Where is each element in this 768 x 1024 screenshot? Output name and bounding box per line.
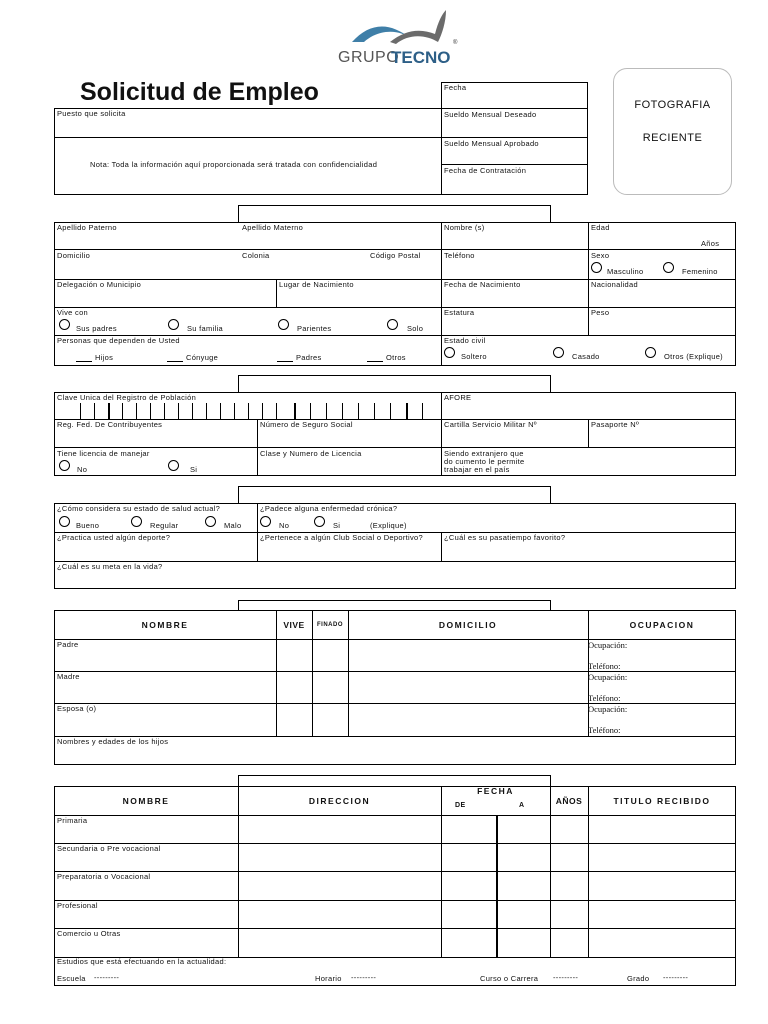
- family-col-domicilio: DOMICILIO: [438, 620, 498, 630]
- hijos-dep[interactable]: Hijos: [76, 353, 113, 362]
- otros-radio[interactable]: [645, 347, 656, 358]
- telefono-label: Teléfono: [444, 251, 475, 260]
- solo-label: Solo: [407, 324, 424, 333]
- fecha-contratacion-label: Fecha de Contratación: [444, 166, 527, 175]
- otros-explique-label: Otros (Explique): [664, 352, 723, 361]
- company-logo: [336, 8, 466, 68]
- deporte-label: ¿Practica usted algún deporte?: [57, 533, 171, 542]
- femenino-radio[interactable]: [663, 262, 674, 273]
- salud-malo-radio[interactable]: [205, 516, 216, 527]
- escuela-label: Escuela: [57, 974, 86, 983]
- extranjero-label-3: trabajar en el país: [444, 465, 510, 474]
- puesto-label: Puesto que solicita: [57, 109, 126, 118]
- sexo-label: Sexo: [591, 251, 610, 260]
- family-col-vive: VIVE: [283, 620, 305, 630]
- delegacion-label: Delegación o Municipio: [57, 280, 142, 289]
- soltero-radio[interactable]: [444, 347, 455, 358]
- horario-blank[interactable]: ---------: [351, 973, 377, 982]
- peso-label: Peso: [591, 308, 610, 317]
- afore-label: AFORE: [444, 393, 472, 402]
- apellido-materno-label: Apellido Materno: [242, 223, 304, 232]
- esposa-ocupacion-label: Ocupación:: [588, 704, 628, 714]
- esposa-label: Esposa (o): [57, 704, 97, 713]
- salud-bueno-radio[interactable]: [59, 516, 70, 527]
- confidentiality-note: Nota: Toda la información aquí proporcionada será tratada con confidencialidad: [90, 160, 378, 169]
- estudios-actuales-label: Estudios que está efectuando en la actualidad:: [57, 957, 227, 966]
- escuela-blank[interactable]: ---------: [94, 973, 120, 982]
- form-title: Solicitud de Empleo: [80, 78, 319, 106]
- su-familia-label: Su familia: [187, 324, 223, 333]
- soltero-label: Soltero: [461, 352, 487, 361]
- codigo-postal-label: Código Postal: [370, 251, 421, 260]
- masculino-label: Masculino: [607, 267, 644, 276]
- photo-label-1: FOTOGRAFIA: [634, 99, 711, 111]
- estado-civil-label: Estado civil: [444, 336, 486, 345]
- parientes-label: Parientes: [297, 324, 332, 333]
- edu-row-profesional: Profesional: [57, 901, 98, 910]
- edu-row-secundaria: Secundaria o Pre vocacional: [57, 844, 161, 853]
- madre-telefono-label: Teléfono:: [588, 693, 621, 703]
- solo-radio[interactable]: [387, 319, 398, 330]
- nombres-label: Nombre (s): [444, 223, 485, 232]
- masculino-radio[interactable]: [591, 262, 602, 273]
- padre-ocupacion-label: Ocupación:: [588, 640, 628, 650]
- health-table: [54, 503, 736, 589]
- grado-blank[interactable]: ---------: [663, 973, 689, 982]
- salud-malo-label: Malo: [224, 521, 242, 530]
- madre-ocupacion-label: Ocupación:: [588, 672, 628, 682]
- licencia-no-radio[interactable]: [59, 460, 70, 471]
- curso-blank[interactable]: ---------: [553, 973, 579, 982]
- cronica-si-radio[interactable]: [314, 516, 325, 527]
- section-title-box-personal: [238, 205, 551, 223]
- cronica-no-radio[interactable]: [260, 516, 271, 527]
- anos-label: Años: [701, 239, 720, 248]
- licencia-si-radio[interactable]: [168, 460, 179, 471]
- colonia-label: Colonia: [242, 251, 270, 260]
- dependientes-label: Personas que dependen de Usted: [57, 336, 180, 345]
- casado-radio[interactable]: [553, 347, 564, 358]
- curp-boxes[interactable]: [80, 403, 440, 419]
- conyuge-dep[interactable]: Cónyuge: [167, 353, 218, 362]
- section-title-box-docs: [238, 375, 551, 393]
- logo-grupo-text: GRUPO: [338, 49, 400, 66]
- rfc-label: Reg. Fed. De Contribuyentes: [57, 420, 163, 429]
- edu-col-fecha: FECHA: [477, 786, 514, 796]
- education-table: [54, 786, 736, 986]
- licencia-si-label: Si: [190, 465, 198, 474]
- logo-tecno-text: TECNO: [391, 48, 451, 67]
- femenino-label: Femenino: [682, 267, 718, 276]
- salud-regular-radio[interactable]: [131, 516, 142, 527]
- pasatiempo-label: ¿Cuál es su pasatiempo favorito?: [444, 533, 566, 542]
- sueldo-aprobado-label: Sueldo Mensual Aprobado: [444, 139, 539, 148]
- club-label: ¿Pertenece a algún Club Social o Deportivo?: [260, 533, 423, 542]
- pasaporte-label: Pasaporte Nº: [591, 420, 640, 429]
- edu-col-titulo: TITULO RECIBIDO: [613, 796, 711, 806]
- edu-col-nombre: NOMBRE: [122, 796, 170, 806]
- puesto-box[interactable]: [54, 108, 442, 195]
- edad-label: Edad: [591, 223, 610, 232]
- imss-label: Número de Seguro Social: [260, 420, 353, 429]
- licencia-no-label: No: [77, 465, 88, 474]
- salud-regular-label: Regular: [150, 521, 179, 530]
- padres-dep[interactable]: Padres: [277, 353, 322, 362]
- photo-label-2: RECIENTE: [642, 132, 703, 144]
- salud-bueno-label: Bueno: [76, 521, 100, 530]
- family-col-ocupacion: OCUPACION: [629, 620, 695, 630]
- parientes-radio[interactable]: [278, 319, 289, 330]
- cronica-no-label: No: [279, 521, 290, 530]
- esposa-telefono-label: Teléfono:: [588, 725, 621, 735]
- salud-label: ¿Cómo considera su estado de salud actual?: [57, 504, 221, 513]
- edu-row-primaria: Primaria: [57, 816, 88, 825]
- curp-label: Clave Unica del Registro de Población: [57, 393, 197, 402]
- cronica-label: ¿Padece alguna enfermedad crónica?: [260, 504, 398, 513]
- edu-col-anos: AÑOS: [555, 796, 583, 806]
- sueldo-deseado-label: Sueldo Mensual Deseado: [444, 110, 537, 119]
- apellido-paterno-label: Apellido Paterno: [57, 223, 117, 232]
- family-col-nombre: NOMBRE: [141, 620, 189, 630]
- cartilla-label: Cartilla Servicio Militar Nº: [444, 420, 537, 429]
- domicilio-label: Domicilio: [57, 251, 91, 260]
- horario-label: Horario: [315, 974, 342, 983]
- lugar-nacimiento-label: Lugar de Nacimiento: [279, 280, 354, 289]
- curso-label: Curso o Carrera: [480, 974, 539, 983]
- licencia-label: Tiene licencia de manejar: [57, 449, 150, 458]
- fecha-label: Fecha: [444, 83, 467, 92]
- clase-licencia-label: Clase y Numero de Licencia: [260, 449, 362, 458]
- extranjero-label-1: Siendo extranjero que: [444, 449, 524, 458]
- edu-row-preparatoria: Preparatoria o Vocacional: [57, 872, 151, 881]
- otros-dep[interactable]: Otros: [367, 353, 406, 362]
- nacionalidad-label: Nacionalidad: [591, 280, 638, 289]
- estatura-label: Estatura: [444, 308, 475, 317]
- edu-col-de: DE: [455, 802, 466, 809]
- vive-con-label: Vive con: [57, 308, 89, 317]
- section-title-box-health: [238, 486, 551, 504]
- grado-label: Grado: [627, 974, 650, 983]
- fecha-nacimiento-label: Fecha de Nacimiento: [444, 280, 521, 289]
- edu-col-direccion: DIRECCION: [308, 796, 371, 806]
- su-familia-radio[interactable]: [168, 319, 179, 330]
- madre-label: Madre: [57, 672, 80, 681]
- hijos-nombres-label: Nombres y edades de los hijos: [57, 737, 169, 746]
- casado-label: Casado: [572, 352, 600, 361]
- cronica-explique-label: (Explique): [370, 521, 407, 530]
- logo-swoosh-icon: [350, 8, 450, 48]
- meta-label: ¿Cuál es su meta en la vida?: [57, 562, 163, 571]
- sus-padres-radio[interactable]: [59, 319, 70, 330]
- edu-row-comercio: Comercio u Otras: [57, 929, 121, 938]
- extranjero-label-2: do cumento le permite: [444, 457, 525, 466]
- family-col-finado: FINADO: [317, 622, 343, 628]
- logo-registered-mark: ®: [453, 40, 458, 46]
- edu-col-a: A: [519, 802, 525, 809]
- padre-label: Padre: [57, 640, 79, 649]
- sus-padres-label: Sus padres: [76, 324, 117, 333]
- padre-telefono-label: Teléfono:: [588, 661, 621, 671]
- cronica-si-label: Si: [333, 521, 341, 530]
